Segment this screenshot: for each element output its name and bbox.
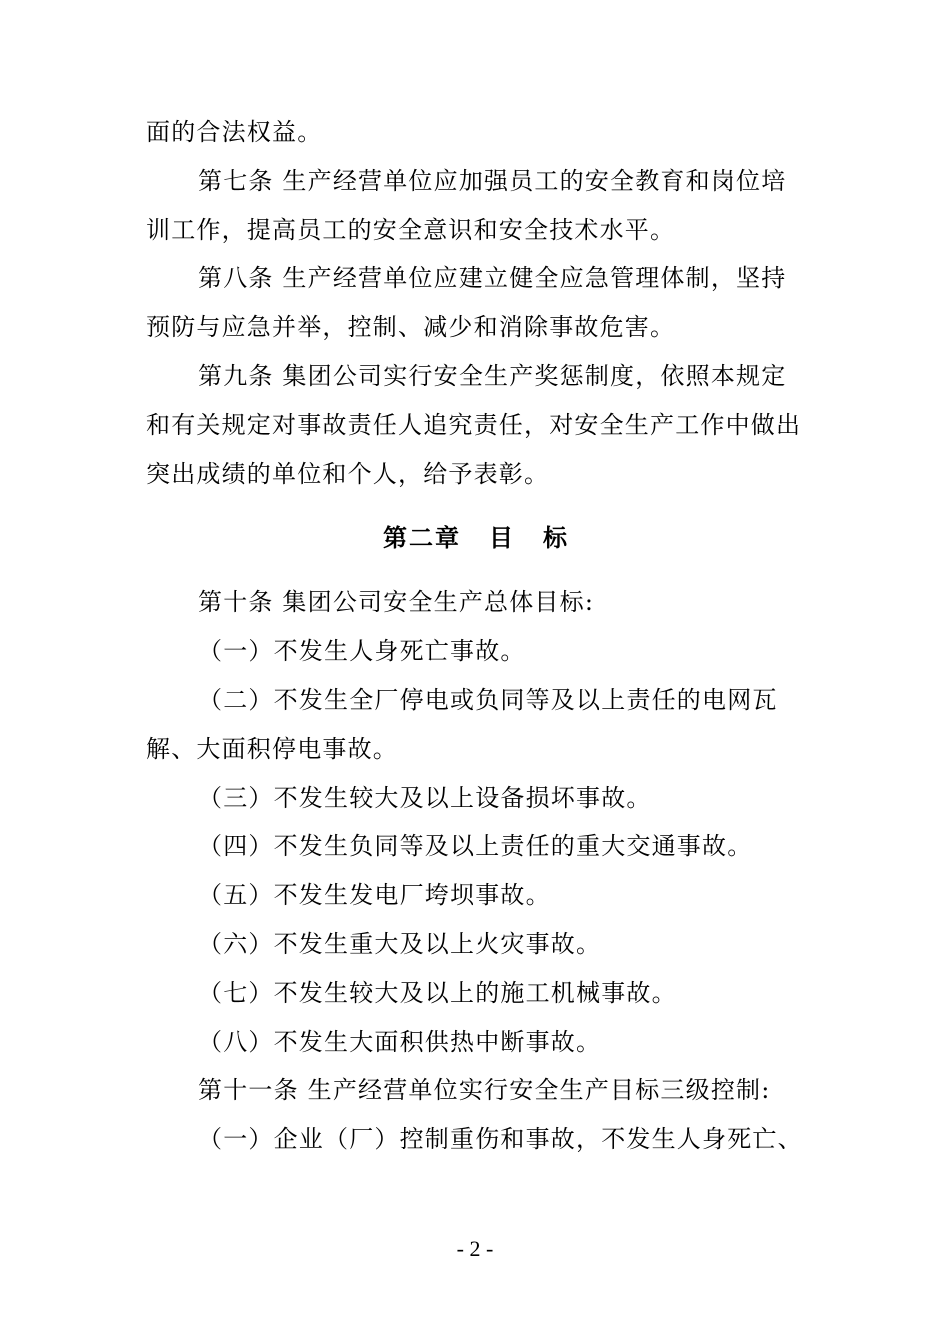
article-9-line: 第九条 集团公司实行安全生产奖惩制度，依照本规定 [198, 361, 787, 390]
text-line: 解、大面积停电事故。 [146, 734, 398, 763]
chapter-title-char: 标 [543, 524, 569, 553]
chapter-heading [146, 498, 806, 578]
article-7-line: 第七条 生产经营单位应加强员工的安全教育和岗位培 [198, 166, 787, 195]
page-number: - 2 - [456, 1236, 494, 1261]
article-8-line: 第八条 生产经营单位应建立健全应急管理体制，坚持 [198, 264, 787, 293]
article-10-line: 第十条 集团公司安全生产总体目标: [198, 588, 595, 617]
chapter-number: 第二章 [383, 524, 461, 553]
text-line: 和有关规定对事故责任人追究责任，对安全生产工作中做出 [146, 410, 802, 439]
list-item: （四）不发生负同等及以上责任的重大交通事故。 [198, 832, 753, 861]
list-item: （一）不发生人身死亡事故。 [198, 637, 526, 666]
list-item: （一）企业（厂）控制重伤和事故，不发生人身死亡、 [198, 1125, 803, 1154]
body-text [146, 108, 806, 1164]
text-line: 训工作，提高员工的安全意识和安全技术水平。 [146, 215, 676, 244]
text-line: 面的合法权益。 [146, 118, 323, 146]
list-item: （五）不发生发电厂垮坝事故。 [198, 881, 551, 910]
article-11-line: 第十一条 生产经营单位实行安全生产目标三级控制: [198, 1076, 771, 1105]
list-item: （六）不发生重大及以上火灾事故。 [198, 929, 602, 958]
text-line: 预防与应急并举，控制、减少和消除事故危害。 [146, 313, 676, 342]
list-item: （八）不发生大面积供热中断事故。 [198, 1027, 602, 1056]
list-item: （七）不发生较大及以上的施工机械事故。 [198, 978, 677, 1007]
list-item: （三）不发生较大及以上设备损坏事故。 [198, 783, 652, 812]
list-item: （二）不发生全厂停电或负同等及以上责任的电网瓦 [198, 685, 778, 714]
chapter-title-char: 目 [489, 524, 515, 553]
text-line: 突出成绩的单位和个人，给予表彰。 [146, 459, 550, 488]
